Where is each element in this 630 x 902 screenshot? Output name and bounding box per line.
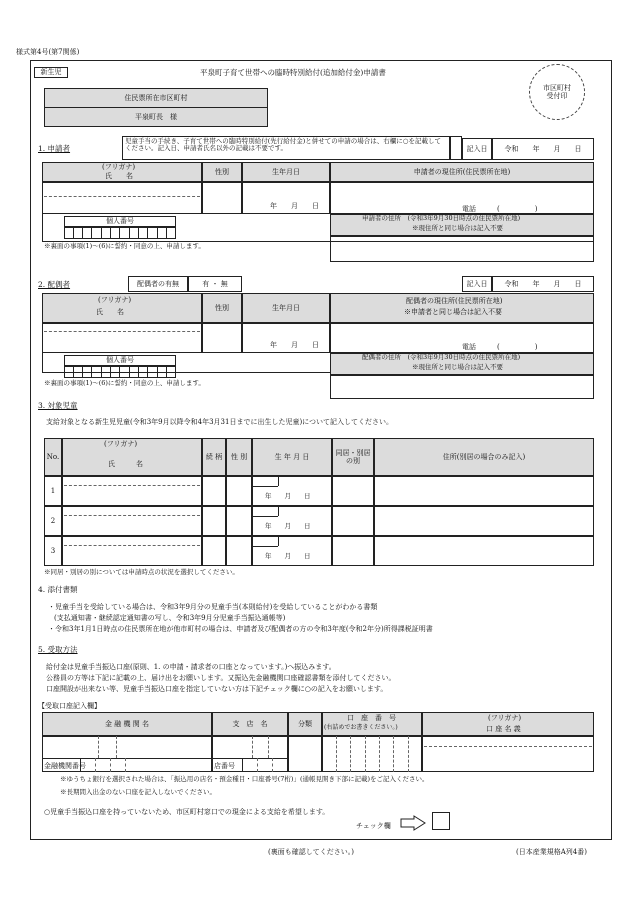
account-holder-label: 口 座 名 義 <box>486 725 521 733</box>
account-note-1: ※ゆうちょ銀行を選択された場合は、「振込用の店名・預金種目・口座番号(7桁)」(通帳見開き下部に記載)をご記入ください。 <box>60 775 429 783</box>
spouse-heading: 2. 配偶者 <box>38 280 71 289</box>
children-col-furigana: (フリガナ) <box>104 440 138 448</box>
spouse-gender-field[interactable] <box>202 323 242 353</box>
spouse-pledge: ※裏面の事項(1)～(6)に誓約・同意の上、申請します。 <box>44 379 205 387</box>
children-col-relation: 続 柄 <box>202 438 226 476</box>
check-label: チェック欄 <box>356 822 391 830</box>
account-number-note: (右詰めでお書きください。) <box>324 724 398 731</box>
applicant-sept-address-field[interactable] <box>330 236 594 262</box>
account-note-2: ※長期間入出金のない口座を記入しないでください。 <box>60 788 216 796</box>
account-branch-name-label: 支 店 名 <box>212 712 288 736</box>
children-col-no: No. <box>44 438 62 476</box>
children-col-gender: 性 別 <box>226 438 252 476</box>
applicant-name-field[interactable] <box>42 182 202 214</box>
applicant-furigana-label: (フリガナ) <box>102 163 136 171</box>
children-col-address: 住所(別居の場合のみ記入) <box>374 438 594 476</box>
receipt-heading: 5. 受取方法 <box>38 645 78 654</box>
child-address-field[interactable] <box>374 506 594 536</box>
child-relation-field[interactable] <box>202 506 226 536</box>
children-intro: 支給対象となる新生児児童(令和3年9月以降令和4年3月31日までに出生した児童)について記入してください。 <box>46 418 394 426</box>
applicant-entry-date[interactable]: 令和 年 月 日 <box>492 138 594 160</box>
applicant-entry-date-label: 記入日 <box>462 138 492 160</box>
spouse-personal-number-field[interactable] <box>64 366 176 378</box>
children-heading: 3. 対象児童 <box>38 401 78 410</box>
child-gender-field[interactable] <box>226 506 252 536</box>
spouse-phone: 電話 ( ) <box>462 343 538 351</box>
child-birth-ymd: 年 月 日 <box>265 492 311 500</box>
account-bank-name-label: 金 融 機 関 名 <box>42 712 212 736</box>
spouse-presence-select[interactable]: 有 ・ 無 <box>188 276 242 292</box>
cash-option-text: ○児童手当振込口座を持っていないため、市区町村窓口での現金による支給を希望します。 <box>44 808 330 816</box>
child-name-field[interactable] <box>62 506 202 536</box>
applicant-gender-label: 性別 <box>202 162 242 182</box>
spouse-personal-number-label: 個人番号 <box>64 355 176 366</box>
addressee-mayor: 平泉町長 様 <box>44 107 268 127</box>
applicant-birth-label: 生年月日 <box>242 162 330 182</box>
applicant-phone: 電話 ( ) <box>462 205 538 213</box>
child-row-no: 3 <box>44 536 62 566</box>
applicant-name-label: 氏 名 <box>105 172 133 180</box>
applicant-check-box[interactable] <box>450 136 462 160</box>
child-row-no: 2 <box>44 506 62 536</box>
child-address-field[interactable] <box>374 476 594 506</box>
spouse-address-label: 配偶者の現住所(住民票所在地) <box>406 297 503 305</box>
spouse-sept-address-field[interactable] <box>330 375 594 399</box>
applicant-gender-field[interactable] <box>202 182 242 214</box>
spouse-sept-address-label: 配偶者の住所 (令和3年9月30日時点の住民票所在地) <box>362 353 521 361</box>
child-cohab-field[interactable] <box>332 506 374 536</box>
applicant-address-label: 申請者の現住所(住民票所在地) <box>330 162 594 182</box>
footer-spec: (日本産業規格A列4番) <box>516 848 587 856</box>
applicant-notice: 児童手当の手続き、子育て世帯への臨時特別給付(先行給付金)と併せての申請の場合は、右欄に○を記載してください。記入日、申請者氏名以外の記載は不要です。 <box>122 136 450 160</box>
applicant-heading: 1. 申請者 <box>38 144 71 153</box>
child-gender-field[interactable] <box>226 476 252 506</box>
child-birth-field[interactable] <box>252 506 332 536</box>
spouse-same-note: ※現住所と同じ場合は記入不要 <box>412 363 503 371</box>
applicant-same-note: ※現住所と同じ場合は記入不要 <box>412 224 503 232</box>
applicant-birth-ymd: 年 月 日 <box>270 202 319 210</box>
child-cohab-field[interactable] <box>332 476 374 506</box>
account-category-label: 分類 <box>288 712 322 736</box>
spouse-address-note: ※申請者と同じ場合は記入不要 <box>404 308 502 316</box>
account-number-label: 口 座 番 号 <box>347 714 396 722</box>
child-address-field[interactable] <box>374 536 594 566</box>
child-relation-field[interactable] <box>202 536 226 566</box>
spouse-gender-label: 性別 <box>202 293 242 323</box>
child-birth-ymd: 年 月 日 <box>265 522 311 530</box>
child-relation-field[interactable] <box>202 476 226 506</box>
spouse-entry-date[interactable]: 令和 年 月 日 <box>492 276 594 292</box>
page-title: 平泉町子育て世帯への臨時特別給付(追加給付金)申請書 <box>200 68 386 77</box>
child-birth-field[interactable] <box>252 536 332 566</box>
spouse-name-field[interactable] <box>42 323 202 353</box>
reception-stamp <box>529 64 585 120</box>
receipt-line-3: 口座開設が出来ない等、児童手当振込口座を指定していない方は下記チェック欄に○の記入をお願いします。 <box>46 685 388 693</box>
spouse-name-label: 氏 名 <box>96 308 124 316</box>
children-col-birth: 生 年 月 日 <box>252 438 332 476</box>
form-code: 様式第4号(第7関係) <box>16 48 80 56</box>
newborn-tag: 新生児 <box>34 67 68 78</box>
child-birth-field[interactable] <box>252 476 332 506</box>
account-holder-field[interactable] <box>422 736 594 772</box>
account-bank-code-label: 金融機関番号 <box>44 762 86 770</box>
account-category-field[interactable] <box>288 736 322 772</box>
account-branch-code-label: 店番号 <box>214 762 235 770</box>
attachments-heading: 4. 添付書類 <box>38 585 78 594</box>
spouse-entry-date-label: 記入日 <box>462 276 492 292</box>
arrow-right-icon <box>400 815 426 831</box>
attachment-item-2: ・令和3年1月1日時点の住民票所在地が他市町村の場合は、申請者及び配偶者の方の令和3年度(令和2年分)所得課税証明書 <box>48 625 433 633</box>
spouse-birth-label: 生年月日 <box>242 293 330 323</box>
account-furigana-label: (フリガナ) <box>488 714 522 722</box>
spouse-birth-ymd: 年 月 日 <box>270 341 319 349</box>
child-gender-field[interactable] <box>226 536 252 566</box>
receipt-line-1: 給付金は児童手当振込口座(原則、1. の申請・請求者の口座となっています。)へ振込みます。 <box>46 663 336 671</box>
child-cohab-field[interactable] <box>332 536 374 566</box>
spouse-furigana-label: (フリガナ) <box>98 296 132 304</box>
children-col-cohab-1: 同居・別居 <box>335 448 371 457</box>
addressee-municipality: 住民票所在市区町村 <box>44 88 268 108</box>
footer-note: (裏面も確認してください。) <box>268 848 354 856</box>
children-col-cohab <box>332 438 374 476</box>
applicant-personal-number-label: 個人番号 <box>64 216 176 227</box>
spouse-presence-label: 配偶者の有無 <box>128 276 188 292</box>
children-note: ※同居・別居の別については申請時点の状況を選択してください。 <box>44 568 239 576</box>
stamp-line2: 受付印 <box>546 92 568 100</box>
children-col-name: 氏 名 <box>108 460 143 468</box>
cash-check-box[interactable] <box>432 812 450 830</box>
attachment-item-1: ・児童手当を受給している場合は、令和3年9月分の児童手当(本則給付)を受給していることがわかる書類 <box>48 603 378 611</box>
account-heading: 【受取口座記入欄】 <box>38 702 101 710</box>
receipt-line-2: 公務員の方等は下記に記載の上、届け出をお願いします。又振込先金融機関口座確認書類を添付してください。 <box>46 674 396 682</box>
applicant-sept-address-label: 申請者の住所 (令和3年9月30日時点の住民票所在地) <box>362 214 521 222</box>
child-name-field[interactable] <box>62 536 202 566</box>
stamp-line1: 市区町村 <box>543 83 571 92</box>
child-row-no: 1 <box>44 476 62 506</box>
child-birth-ymd: 年 月 日 <box>265 552 311 560</box>
applicant-personal-number-field[interactable] <box>64 227 176 239</box>
attachment-item-1b: (支払通知書・継続認定通知書の写し、令和3年9月分児童手当振込通帳等) <box>54 614 286 622</box>
child-name-field[interactable] <box>62 476 202 506</box>
applicant-pledge: ※裏面の事項(1)～(6)に誓約・同意の上、申請します。 <box>44 242 205 250</box>
account-number-field[interactable] <box>322 736 422 772</box>
children-col-cohab-2: の別 <box>346 457 360 465</box>
